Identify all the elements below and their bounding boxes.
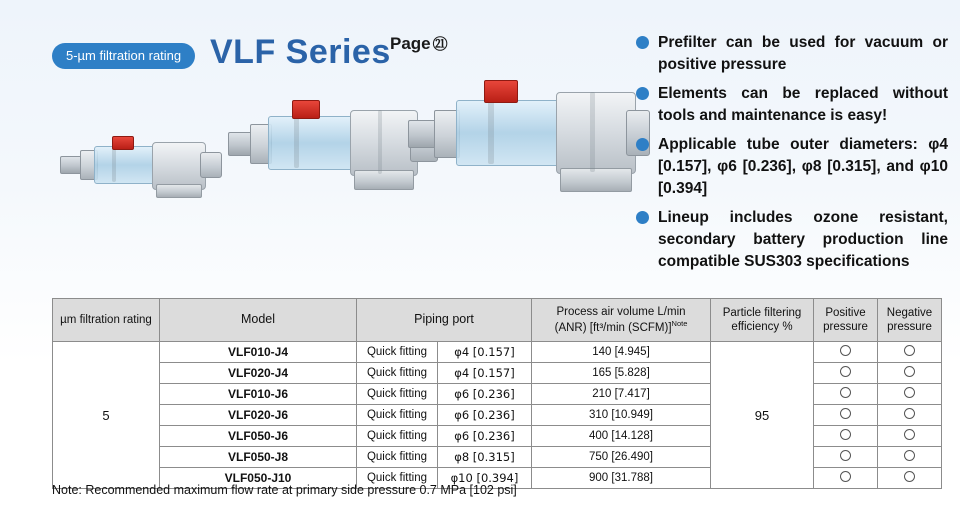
feature-list bbox=[636, 32, 948, 280]
column-header-flow bbox=[532, 299, 711, 342]
cell-flow: 140 [4.945] bbox=[532, 342, 711, 363]
feature-text: Lineup includes ozone resistant, secondary battery production line compatible SUS303 specifications bbox=[658, 209, 948, 270]
column-header-positive-pressure: Positive pressure bbox=[814, 299, 878, 342]
cell-model: VLF020-J4 bbox=[160, 363, 357, 384]
cell-port: φ10 [0.394] bbox=[437, 468, 531, 489]
large-bowl-ring bbox=[488, 100, 494, 164]
bullet-dot-icon bbox=[636, 211, 649, 224]
cell-flow: 210 [7.417] bbox=[532, 384, 711, 405]
medium-body-seam bbox=[378, 110, 382, 174]
feature-item bbox=[636, 32, 948, 76]
circle-mark-icon bbox=[840, 345, 851, 356]
column-header-rating: µm filtration rating bbox=[53, 299, 160, 342]
cell-port: φ4 [0.157] bbox=[437, 342, 531, 363]
circle-mark-icon bbox=[904, 366, 915, 377]
cell-port: φ8 [0.315] bbox=[437, 447, 531, 468]
column-header-efficiency: Particle filtering efficiency % bbox=[711, 299, 814, 342]
cell-positive-pressure bbox=[814, 342, 878, 363]
medium-red-lever bbox=[292, 100, 320, 119]
cell-piping: Quick fitting bbox=[357, 426, 438, 447]
circle-mark-icon bbox=[840, 471, 851, 482]
small-mount-bracket bbox=[156, 184, 202, 198]
cell-piping: Quick fitting bbox=[357, 342, 438, 363]
table-body bbox=[53, 342, 942, 489]
bullet-dot-icon bbox=[636, 138, 649, 151]
cell-port: φ6 [0.236] bbox=[437, 384, 531, 405]
specification-table bbox=[52, 298, 942, 489]
feature-item bbox=[636, 134, 948, 200]
cell-port: φ6 [0.236] bbox=[437, 405, 531, 426]
cell-negative-pressure bbox=[878, 405, 942, 426]
cell-efficiency-value: 95 bbox=[711, 342, 814, 489]
cell-positive-pressure bbox=[814, 468, 878, 489]
large-filter-bowl bbox=[456, 100, 562, 166]
page-reference-label: Page bbox=[390, 34, 431, 53]
circle-mark-icon bbox=[840, 408, 851, 419]
cell-flow: 400 [14.128] bbox=[532, 426, 711, 447]
bullet-dot-icon bbox=[636, 36, 649, 49]
cell-flow: 750 [26.490] bbox=[532, 447, 711, 468]
page-title: VLF Series bbox=[210, 33, 391, 71]
circle-mark-icon bbox=[904, 408, 915, 419]
cell-flow: 310 [10.949] bbox=[532, 405, 711, 426]
small-filter-bowl bbox=[94, 146, 156, 184]
small-body-block bbox=[152, 142, 206, 190]
product-image-small bbox=[60, 120, 225, 215]
cell-model: VLF020-J6 bbox=[160, 405, 357, 426]
feature-item bbox=[636, 83, 948, 127]
cell-port: φ4 [0.157] bbox=[437, 363, 531, 384]
cell-positive-pressure bbox=[814, 447, 878, 468]
cell-negative-pressure bbox=[878, 384, 942, 405]
circle-mark-icon bbox=[904, 429, 915, 440]
cell-rating-value: 5 bbox=[53, 342, 160, 489]
cell-positive-pressure bbox=[814, 384, 878, 405]
circle-mark-icon bbox=[904, 387, 915, 398]
cell-negative-pressure bbox=[878, 468, 942, 489]
flow-header-line2: (ANR) [ft³/min (SCFM)] bbox=[554, 321, 672, 334]
cell-positive-pressure bbox=[814, 405, 878, 426]
flow-header-line1: Process air volume L/min bbox=[556, 305, 686, 318]
specification-table-wrapper bbox=[52, 298, 942, 489]
cell-piping: Quick fitting bbox=[357, 384, 438, 405]
cell-flow: 900 [31.788] bbox=[532, 468, 711, 489]
cell-model: VLF050-J6 bbox=[160, 426, 357, 447]
column-header-negative-pressure: Negative pressure bbox=[878, 299, 942, 342]
large-body-block bbox=[556, 92, 636, 174]
flow-header-note-marker: Note bbox=[671, 319, 688, 329]
cell-negative-pressure bbox=[878, 363, 942, 384]
small-bowl-ring bbox=[112, 146, 116, 182]
page-reference-number: ㉑ bbox=[432, 36, 448, 53]
table-head bbox=[53, 299, 942, 342]
cell-piping: Quick fitting bbox=[357, 405, 438, 426]
feature-text: Prefilter can be used for vacuum or positive pressure bbox=[658, 34, 948, 73]
table-footnote: Note: Recommended maximum flow rate at primary side pressure 0.7 MPa [102 psi] bbox=[52, 483, 517, 497]
cell-model: VLF050-J8 bbox=[160, 447, 357, 468]
feature-item bbox=[636, 207, 948, 273]
table-row bbox=[53, 342, 942, 363]
product-image-large bbox=[408, 42, 648, 222]
cell-model: VLF010-J4 bbox=[160, 342, 357, 363]
cell-model: VLF050-J10 bbox=[160, 468, 357, 489]
cell-negative-pressure bbox=[878, 426, 942, 447]
cell-piping: Quick fitting bbox=[357, 447, 438, 468]
table-header-row bbox=[53, 299, 942, 342]
cell-model: VLF010-J6 bbox=[160, 384, 357, 405]
cell-positive-pressure bbox=[814, 363, 878, 384]
medium-bowl-ring bbox=[294, 116, 299, 168]
medium-filter-bowl bbox=[268, 116, 356, 170]
cell-piping: Quick fitting bbox=[357, 468, 438, 489]
medium-mount-bracket bbox=[354, 170, 414, 190]
cell-negative-pressure bbox=[878, 342, 942, 363]
circle-mark-icon bbox=[904, 471, 915, 482]
circle-mark-icon bbox=[840, 366, 851, 377]
cell-port: φ6 [0.236] bbox=[437, 426, 531, 447]
large-red-lever bbox=[484, 80, 518, 103]
column-header-model: Model bbox=[160, 299, 357, 342]
circle-mark-icon bbox=[904, 450, 915, 461]
cell-flow: 165 [5.828] bbox=[532, 363, 711, 384]
feature-text: Elements can be replaced without tools and maintenance is easy! bbox=[658, 85, 948, 124]
filtration-rating-badge: 5-µm filtration rating bbox=[52, 43, 195, 69]
bullet-dot-icon bbox=[636, 87, 649, 100]
circle-mark-icon bbox=[904, 345, 915, 356]
column-header-piping-port: Piping port bbox=[357, 299, 532, 342]
small-red-lever bbox=[112, 136, 134, 150]
feature-text: Applicable tube outer diameters: φ4 [0.157], φ6 [0.236], φ8 [0.315], and φ10 [0.394] bbox=[658, 136, 948, 197]
large-body-seam bbox=[590, 92, 595, 172]
small-outlet-cap bbox=[200, 152, 222, 178]
cell-negative-pressure bbox=[878, 447, 942, 468]
large-mount-bracket bbox=[560, 168, 632, 192]
cell-positive-pressure bbox=[814, 426, 878, 447]
circle-mark-icon bbox=[840, 387, 851, 398]
cell-piping: Quick fitting bbox=[357, 363, 438, 384]
circle-mark-icon bbox=[840, 450, 851, 461]
circle-mark-icon bbox=[840, 429, 851, 440]
